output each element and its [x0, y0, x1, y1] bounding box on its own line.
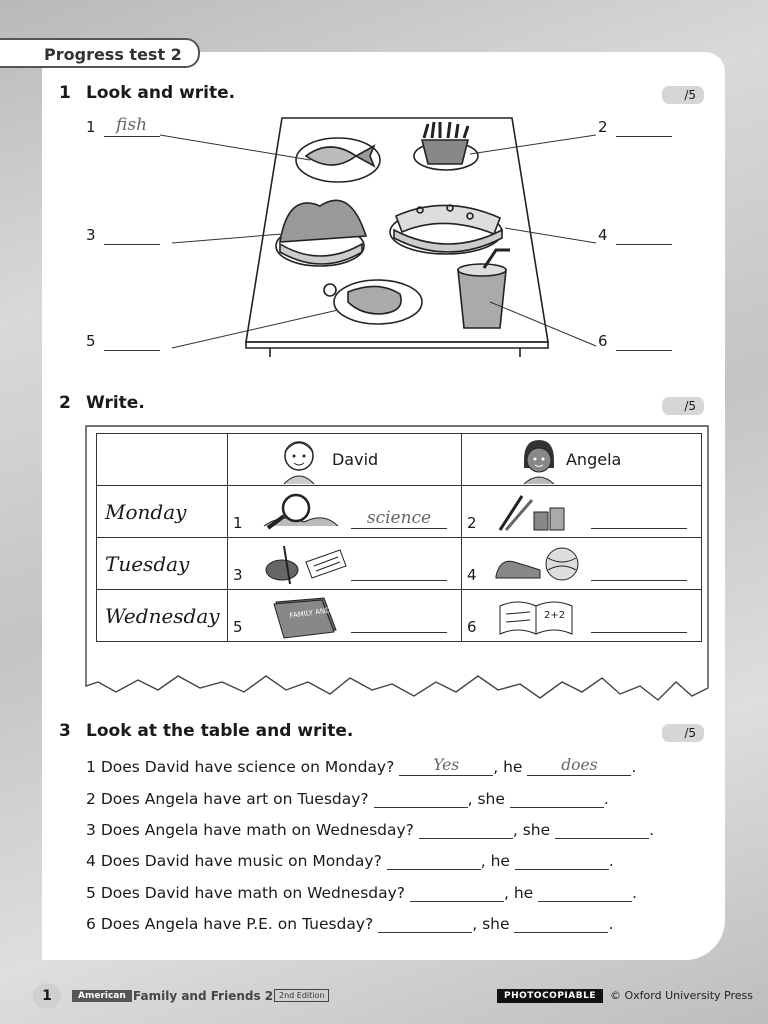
section1-title: Look and write.: [86, 83, 236, 103]
food-item-number-3: 3: [86, 226, 96, 244]
section1-number: 1: [59, 83, 71, 103]
question-5-pronoun: he: [513, 884, 534, 902]
paint-brushes-icon: [492, 490, 572, 534]
question-2-number: 2: [86, 790, 96, 808]
timetable-header-angela: [461, 434, 701, 486]
food-answer-2[interactable]: [616, 116, 672, 137]
day-monday: Monday: [97, 486, 228, 538]
day-wednesday: Wednesday: [97, 590, 228, 642]
page-footer: [0, 980, 768, 1010]
page-number: 1: [33, 983, 61, 1009]
cell-number-5: 5: [232, 618, 243, 636]
timetable-cell-6: [461, 590, 701, 642]
question-1-answer-b[interactable]: does: [527, 756, 631, 776]
boy-avatar-icon: [276, 436, 322, 484]
timetable-cell-4: [461, 538, 701, 590]
question-1-text: Does David have science on Monday?: [100, 758, 395, 776]
question-4-pronoun: he: [490, 852, 510, 870]
section2-title: Write.: [86, 393, 145, 413]
question-5-answer-a[interactable]: [410, 882, 504, 902]
question-3-answer-a[interactable]: [419, 819, 513, 839]
cell-number-2: 2: [466, 514, 477, 532]
question-1: 1 Does David have science on Monday? Yes , he does .: [86, 756, 637, 776]
test-title: Progress test 2: [44, 45, 182, 64]
cell-number-4: 4: [466, 566, 477, 584]
section1-score: /5: [662, 86, 704, 104]
question-6-answer-a[interactable]: [378, 913, 472, 933]
question-3-number: 3: [86, 821, 96, 839]
book-cover-text: FAMILY AND FRIENDS: [289, 601, 364, 620]
food-item-number-5: 5: [86, 332, 96, 350]
cell-answer-4[interactable]: [591, 580, 687, 581]
question-2: 2 Does Angela have art on Tuesday? , she .: [86, 790, 609, 808]
edition-tag: American: [72, 990, 132, 1002]
question-3-text: Does Angela have math on Wednesday?: [100, 821, 414, 839]
photocopiable-badge: PHOTOCOPIABLE: [497, 989, 603, 1003]
question-2-text: Does Angela have art on Tuesday?: [100, 790, 369, 808]
timetable-cell-5: [227, 590, 461, 642]
question-4: 4 Does David have music on Monday? , he .: [86, 852, 614, 870]
book-title: Family and Friends 2: [133, 989, 274, 1003]
question-3: 3 Does Angela have math on Wednesday? , she .: [86, 821, 654, 839]
cell-answer-6[interactable]: [591, 632, 687, 633]
food-answer-1[interactable]: [104, 116, 160, 137]
section3-title: Look at the table and write.: [86, 721, 354, 741]
timetable-corner-cell: [97, 434, 228, 486]
timetable: [96, 433, 702, 642]
question-3-pronoun: she: [522, 821, 551, 839]
edition-badge: 2nd Edition: [274, 989, 329, 1002]
food-item-number-1: 1: [86, 118, 96, 136]
day-tuesday: Tuesday: [97, 538, 228, 590]
question-2-pronoun: she: [477, 790, 505, 808]
girl-avatar-icon: [518, 438, 560, 484]
question-4-answer-a[interactable]: [387, 850, 481, 870]
question-3-answer-b[interactable]: [555, 819, 649, 839]
question-5-number: 5: [86, 884, 96, 902]
sneakers-ball-icon: [492, 546, 582, 584]
food-answer-6[interactable]: [616, 330, 672, 351]
food-answer-3[interactable]: [104, 224, 160, 245]
question-6: 6 Does Angela have P.E. on Tuesday? , she .: [86, 915, 614, 933]
section2-score: /5: [662, 397, 704, 415]
timetable-cell-1: [227, 486, 461, 538]
timetable-cell-3: [227, 538, 461, 590]
food-answer-4[interactable]: [616, 224, 672, 245]
section2-number: 2: [59, 393, 71, 413]
question-1-pronoun: he: [503, 758, 523, 776]
cell-number-3: 3: [232, 566, 243, 584]
cell-answer-5[interactable]: [351, 632, 447, 633]
section3-number: 3: [59, 721, 71, 741]
section3-score: /5: [662, 724, 704, 742]
david-name: David: [331, 450, 379, 469]
food-answer-1-text: fish: [116, 115, 148, 135]
question-6-answer-b[interactable]: [514, 913, 608, 933]
family-and-friends-book-icon: [268, 594, 364, 640]
math-book-icon: [496, 592, 576, 638]
question-5-text: Does David have math on Wednesday?: [100, 884, 406, 902]
question-2-answer-b[interactable]: [510, 788, 604, 808]
question-2-answer-a[interactable]: [374, 788, 468, 808]
food-item-number-4: 4: [598, 226, 608, 244]
question-1-answer-a[interactable]: Yes: [399, 756, 493, 776]
publisher-credit: © Oxford University Press: [610, 989, 754, 1002]
cell-number-1: 1: [232, 514, 243, 532]
cell-answer-3[interactable]: [351, 580, 447, 581]
magnifier-leaves-icon: [260, 492, 340, 534]
cell-answer-2[interactable]: [591, 528, 687, 529]
question-4-answer-b[interactable]: [515, 850, 609, 870]
violin-notebook-icon: [260, 544, 350, 586]
question-5: 5 Does David have math on Wednesday? , he .: [86, 884, 638, 902]
question-6-number: 6: [86, 915, 96, 933]
food-answer-5[interactable]: [104, 330, 160, 351]
timetable-header-david: [227, 434, 461, 486]
cell-answer-1[interactable]: science: [351, 508, 447, 529]
timetable-cell-2: [461, 486, 701, 538]
question-6-pronoun: she: [482, 915, 510, 933]
cell-number-6: 6: [466, 618, 477, 636]
angela-name: Angela: [565, 450, 622, 469]
math-book-text: 2+2: [543, 610, 566, 621]
question-5-answer-b[interactable]: [538, 882, 632, 902]
food-item-number-6: 6: [598, 332, 608, 350]
question-4-number: 4: [86, 852, 96, 870]
food-item-number-2: 2: [598, 118, 608, 136]
question-6-text: Does Angela have P.E. on Tuesday?: [100, 915, 374, 933]
question-1-number: 1: [86, 758, 96, 776]
question-4-text: Does David have music on Monday?: [100, 852, 382, 870]
